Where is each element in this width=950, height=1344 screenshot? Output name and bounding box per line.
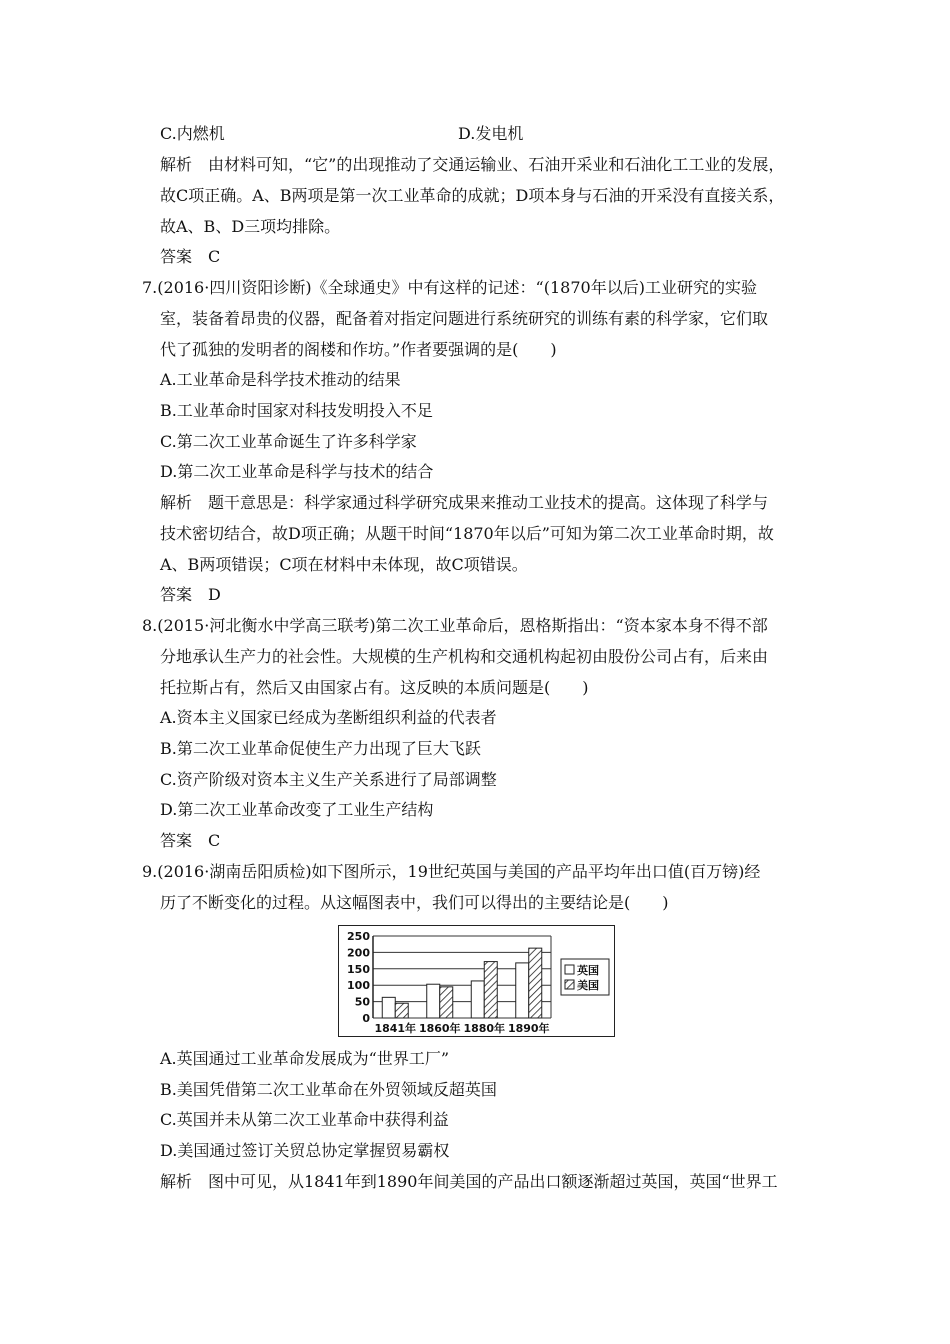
bar-uk bbox=[382, 997, 395, 1018]
question-line: 代了孤独的发明者的阁楼和作坊。”作者要强调的是( ) bbox=[160, 340, 557, 359]
question-line: 托拉斯占有，然后又由国家占有。这反映的本质问题是( ) bbox=[160, 678, 589, 697]
option-d: D.美国通过签订关贸总协定掌握贸易霸权 bbox=[160, 1141, 450, 1160]
option-d: D.第二次工业革命是科学与技术的结合 bbox=[160, 462, 434, 481]
bar-uk bbox=[516, 963, 529, 1018]
x-tick-label: 1890年 bbox=[507, 1022, 550, 1035]
analysis-line: 技术密切结合，故D项正确；从题干时间“1870年以后”可知为第二次工业革命时期，故 bbox=[160, 524, 774, 543]
analysis-line: 解析 题干意思是：科学家通过科学研究成果来推动工业技术的提高。这体现了科学与 bbox=[160, 493, 769, 512]
analysis-line: 故C项正确。A、B两项是第一次工业革命的成就；D项本身与石油的开采没有直接关系， bbox=[160, 186, 785, 205]
option-b: B.第二次工业革命促使生产力出现了巨大飞跃 bbox=[160, 739, 481, 758]
option-a: A.资本主义国家已经成为垄断组织利益的代表者 bbox=[160, 708, 497, 727]
x-tick-label: 1841年 bbox=[374, 1022, 417, 1035]
option-c: C.资产阶级对资本主义生产关系进行了局部调整 bbox=[160, 770, 497, 789]
y-tick-label: 100 bbox=[347, 979, 370, 993]
y-tick-label: 200 bbox=[347, 946, 370, 960]
legend-swatch bbox=[565, 965, 574, 974]
analysis-line: 解析 图中可见，从1841年到1890年间美国的产品出口额逐渐超过英国，英国“世界工 bbox=[160, 1172, 778, 1191]
bar-us bbox=[529, 948, 542, 1018]
question-7: 7.(2016·四川资阳诊断)《全球通史》中有这样的记述：“(1870年以后)工业研究的实验 bbox=[142, 278, 757, 297]
x-tick-label: 1880年 bbox=[463, 1022, 506, 1035]
legend-swatch bbox=[565, 980, 574, 989]
question-line: 室，装备着昂贵的仪器，配备着对指定问题进行系统研究的训练有素的科学家，它们取 bbox=[160, 309, 769, 328]
bar-us bbox=[484, 962, 497, 1018]
answer-line: 答案 C bbox=[160, 831, 221, 850]
option-b: B.工业革命时国家对科技发明投入不足 bbox=[160, 401, 433, 420]
option-a: A.英国通过工业革命发展成为“世界工厂” bbox=[160, 1049, 450, 1068]
analysis-line: A、B两项错误；C项在材料中未体现，故C项错误。 bbox=[160, 555, 528, 574]
analysis-line: 解析 由材料可知，“它”的出现推动了交通运输业、石油开采业和石油化工工业的发展， bbox=[160, 155, 785, 174]
option-d: D.第二次工业革命改变了工业生产结构 bbox=[160, 800, 434, 819]
option-b: B.美国凭借第二次工业革命在外贸领域反超英国 bbox=[160, 1080, 497, 1099]
x-tick-label: 1860年 bbox=[418, 1022, 461, 1035]
y-tick-label: 50 bbox=[354, 995, 370, 1009]
analysis-line: 故A、B、D三项均排除。 bbox=[160, 217, 341, 236]
legend-label: 美国 bbox=[577, 979, 599, 992]
export-bar-chart bbox=[338, 925, 615, 1037]
option-c: C.内燃机 bbox=[160, 124, 225, 143]
legend-label: 英国 bbox=[577, 964, 599, 977]
bar-us bbox=[395, 1003, 408, 1018]
answer-line: 答案 D bbox=[160, 585, 221, 604]
y-tick-label: 0 bbox=[362, 1012, 370, 1025]
y-tick-label: 250 bbox=[347, 930, 370, 943]
answer-line: 答案 C bbox=[160, 247, 221, 266]
question-9: 9.(2016·湖南岳阳质检)如下图所示，19世纪英国与美国的产品平均年出口值(百万镑)经 bbox=[142, 862, 761, 881]
bar-uk bbox=[471, 981, 484, 1018]
question-line: 历了不断变化的过程。从这幅图表中，我们可以得出的主要结论是( ) bbox=[160, 893, 669, 912]
bar-us bbox=[440, 987, 453, 1018]
option-d: D.发电机 bbox=[458, 124, 524, 143]
chart-svg bbox=[339, 926, 614, 1036]
bar-uk bbox=[427, 984, 440, 1018]
option-c: C.第二次工业革命诞生了许多科学家 bbox=[160, 432, 417, 451]
y-tick-label: 150 bbox=[347, 962, 370, 976]
option-c: C.英国并未从第二次工业革命中获得利益 bbox=[160, 1110, 449, 1129]
option-a: A.工业革命是科学技术推动的结果 bbox=[160, 370, 401, 389]
question-line: 分地承认生产力的社会性。大规模的生产机构和交通机构起初由股份公司占有，后来由 bbox=[160, 647, 769, 666]
question-8: 8.(2015·河北衡水中学高三联考)第二次工业革命后，恩格斯指出：“资本家本身不得不部 bbox=[142, 616, 768, 635]
